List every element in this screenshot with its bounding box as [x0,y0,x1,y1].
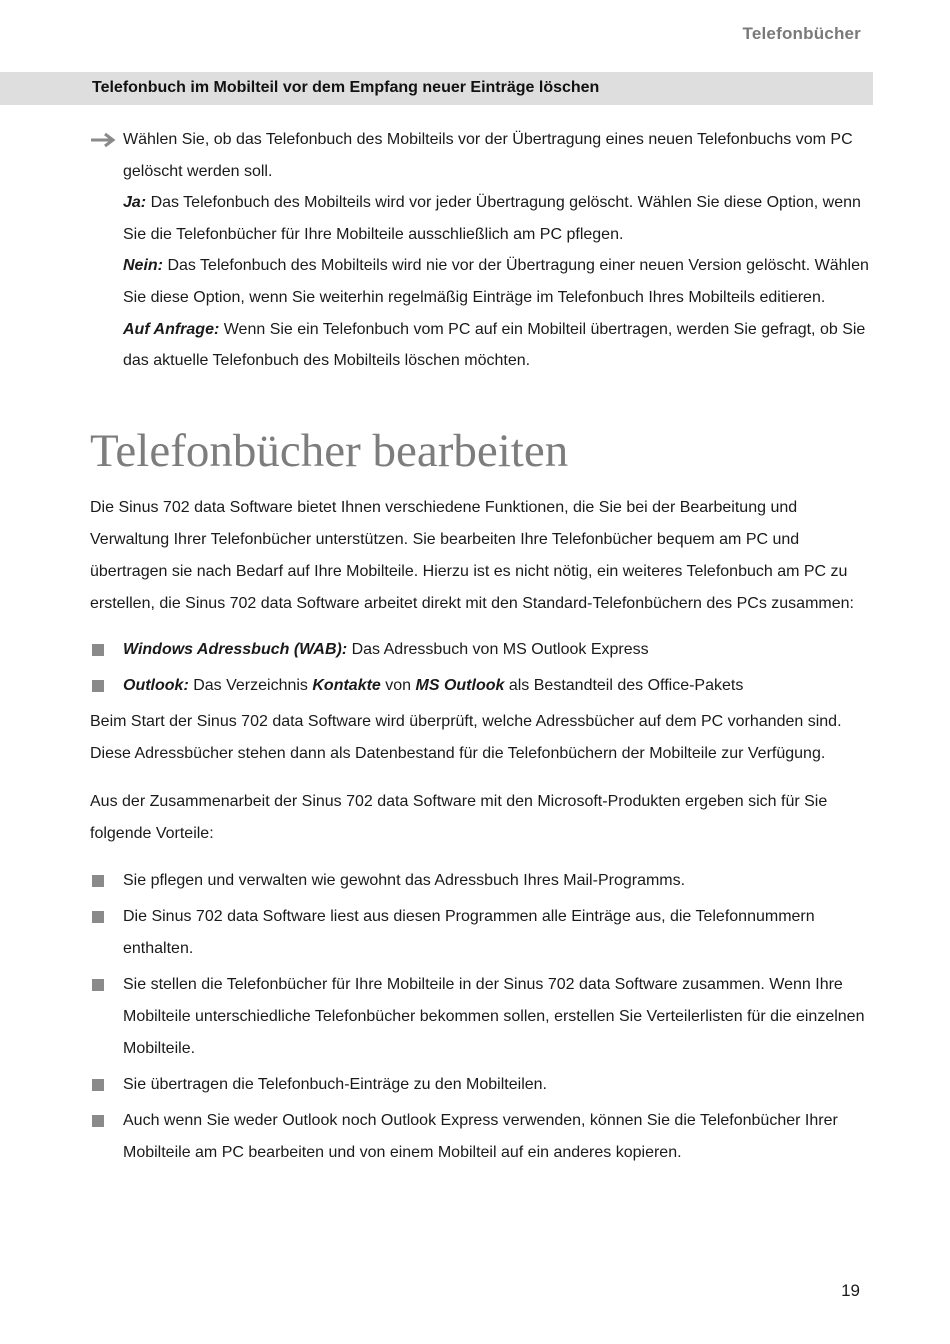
advantage-text: Sie stellen die Telefonbücher für Ihre Mobilteile in der Sinus 702 data Software zusammen. Wenn Ihre Mobilteile unterschiedliche Telefonbücher bekommen sollen, erstellen Sie Verteilerlisten für die einzelnen Mobilteile. [123,976,865,1057]
square-bullet-icon [92,680,104,692]
arrow-right-icon [90,124,118,155]
source-label: Windows Adressbuch (WAB): [123,641,348,658]
option-text: Wenn Sie ein Telefonbuch vom PC auf ein Mobilteil übertragen, werden Sie gefragt, ob Sie das aktuelle Telefonbuch des Mobilteils löschen möchten. [123,320,866,370]
startup-paragraph: Beim Start der Sinus 702 data Software wird überprüft, welche Adressbücher auf dem PC vorhanden sind. Diese Adressbücher stehen dann als Datenbestand für die Telefonbüchern der Mobilteile zur Verfügung. [90,713,842,762]
section-bar [0,72,873,105]
advantage-text: Sie pflegen und verwalten wie gewohnt das Adressbuch Ihres Mail-Programms. [123,872,686,889]
list-item [90,1105,865,1169]
option-ja [123,187,870,250]
square-bullet-icon [92,1079,104,1091]
option-label: Ja: [123,194,147,212]
option-label: Nein: [123,257,163,275]
page-heading: Telefonbücher bearbeiten [90,425,569,477]
instruction-text: Wählen Sie, ob das Telefonbuch des Mobilteils vor der Übertragung eines neuen Telefonbuchs vom PC gelöscht werden soll. [123,131,853,180]
instruction-body [123,124,870,377]
advantage-text: Sie übertragen die Telefonbuch-Einträge zu den Mobilteilen. [123,1076,547,1093]
square-bullet-icon [92,1115,104,1127]
source-text: Das Adressbuch von MS Outlook Express [347,641,649,658]
option-text: Das Telefonbuch des Mobilteils wird nie vor der Übertragung einer neuen Version gelöscht. Wählen Sie diese Option, wenn Sie weiterhin regelmäßig Einträge im Telefonbuch Ihres Mobilteils editieren. [123,257,869,306]
source-text: als Bestandteil des Office-Pakets [504,677,744,694]
list-item [90,969,865,1065]
source-text: Das Verzeichnis [188,677,313,694]
square-bullet-icon [92,644,104,656]
header-title: Telefonbücher [742,24,861,43]
source-label: Outlook: [123,677,189,694]
advantages-intro: Aus der Zusammenarbeit der Sinus 702 data Software mit den Microsoft-Produkten ergeben sich für Sie folgende Vorteile: [90,793,828,842]
list-item [90,634,865,666]
instruction-block [90,124,870,377]
square-bullet-icon [92,875,104,887]
list-item [90,1069,865,1101]
list-item [90,901,865,965]
sources-list [90,634,865,706]
option-auf-anfrage [123,314,870,377]
section-title: Telefonbuch im Mobilteil vor dem Empfang neuer Einträge löschen [92,79,600,96]
square-bullet-icon [92,979,104,991]
option-label: Auf Anfrage: [123,320,220,338]
page-number: 19 [841,1281,860,1300]
advantage-text: Auch wenn Sie weder Outlook noch Outlook Express verwenden, können Sie die Telefonbücher Ihrer Mobilteile am PC bearbeiten und von einem Mobilteil auf ein anderes kopieren. [123,1112,838,1161]
option-nein [123,250,870,313]
square-bullet-icon [92,911,104,923]
list-item [90,865,865,897]
list-item [90,670,865,702]
source-emphasis: Kontakte [312,677,381,694]
source-text: von [380,677,416,694]
advantages-list [90,865,865,1173]
advantage-text: Die Sinus 702 data Software liest aus diesen Programmen alle Einträge aus, die Telefonnummern enthalten. [123,908,815,957]
option-text: Das Telefonbuch des Mobilteils wird vor jeder Übertragung gelöscht. Wählen Sie diese Option, wenn Sie die Telefonbücher für Ihre Mobilteile ausschließlich am PC pflegen. [123,194,861,243]
source-emphasis: MS Outlook [415,677,505,694]
intro-paragraph: Die Sinus 702 data Software bietet Ihnen verschiedene Funktionen, die Sie bei der Bearbeitung und Verwaltung Ihrer Telefonbücher unterstützen. Sie bearbeiten Ihre Telefonbücher bequem am PC und übertragen sie nach Bedarf auf Ihre Mobilteile. Hierzu ist es nicht nötig, ein weiteres Telefonbuch am PC zu erstellen, die Sinus 702 data Software arbeitet direkt mit den Standard-Telefonbüchern des PCs zusammen: [90,499,854,612]
